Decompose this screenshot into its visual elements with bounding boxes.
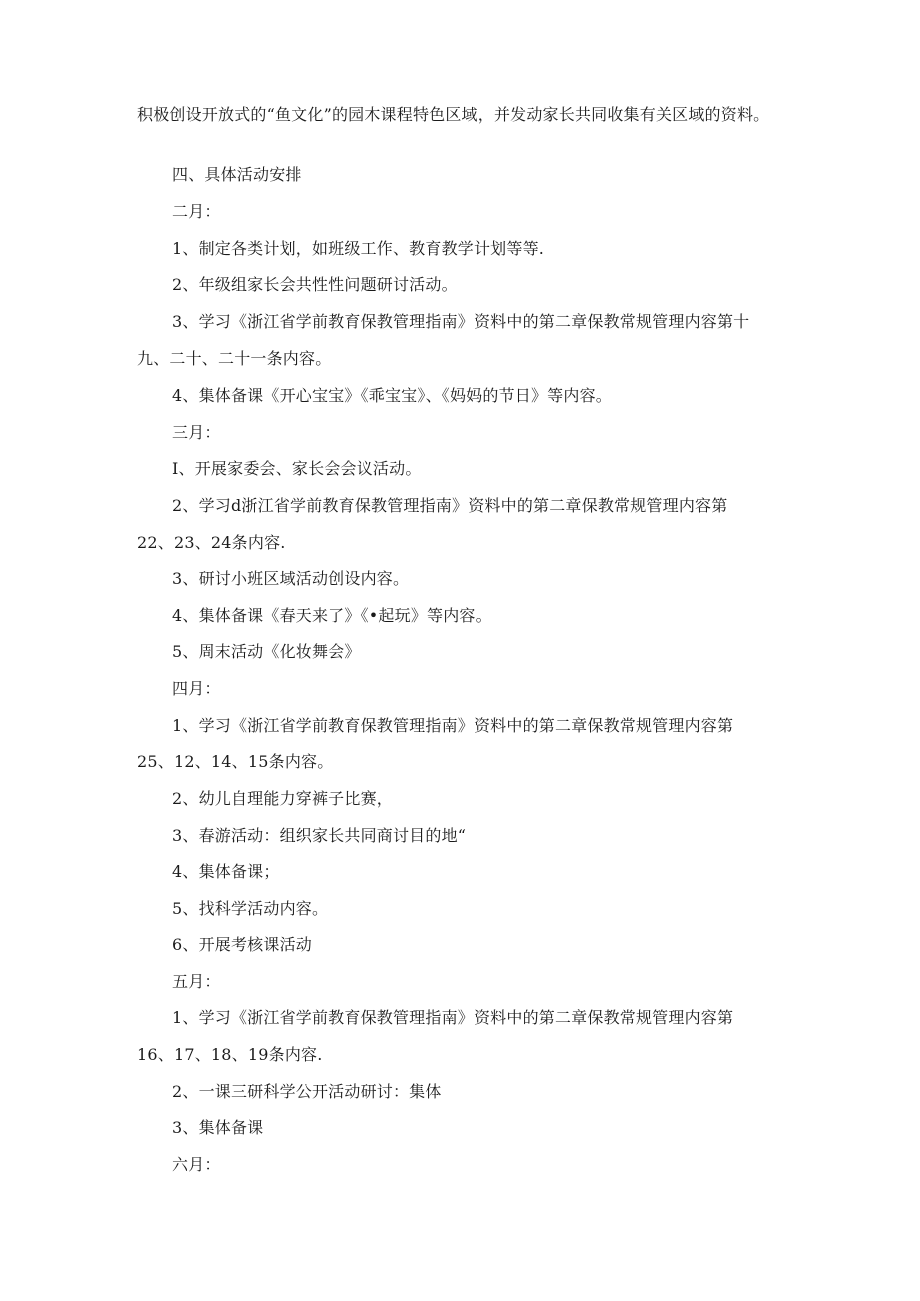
month-heading: 二月： — [172, 202, 221, 221]
list-item: 2、幼儿自理能力穿裤子比赛， — [172, 789, 393, 808]
month-heading: 四月： — [172, 679, 221, 698]
month-heading: 六月： — [172, 1155, 221, 1174]
list-item: 2、一课三研科学公开活动研讨：集体 — [172, 1082, 442, 1101]
month-heading: 五月： — [172, 972, 221, 991]
list-item: 3、春游活动：组织家长共同商讨目的地“ — [172, 826, 467, 845]
list-item: 3、集体备课 — [172, 1118, 264, 1137]
list-item: 1、制定各类计划，如班级工作、教育教学计划等等. — [172, 239, 545, 258]
list-item-continuation: 25、12、14、15条内容。 — [137, 752, 334, 771]
list-item: 5、找科学活动内容。 — [172, 899, 329, 918]
list-item: 1、学习《浙江省学前教育保教管理指南》资料中的第二章保教常规管理内容第 — [172, 716, 734, 735]
list-item: 5、周末活动《化妆舞会》 — [172, 642, 361, 661]
list-item-continuation: 九、二十、二十一条内容。 — [137, 349, 332, 368]
list-item: 2、年级组家长会共性性问题研讨活动。 — [172, 275, 458, 294]
list-item-continuation: 16、17、18、19条内容. — [137, 1045, 323, 1064]
list-item: 4、集体备课《开心宝宝》《乖宝宝》、《妈妈的节日》等内容。 — [172, 386, 612, 405]
list-item: 3、学习《浙江省学前教育保教管理指南》资料中的第二章保教常规管理内容第十 — [172, 312, 750, 331]
list-item: I、开展家委会、家长会会议活动。 — [172, 459, 422, 478]
list-item: 1、学习《浙江省学前教育保教管理指南》资料中的第二章保教常规管理内容第 — [172, 1008, 734, 1027]
list-item: 2、学习d浙江省学前教育保教管理指南》资料中的第二章保教常规管理内容第 — [172, 496, 728, 515]
list-item: 3、研讨小班区域活动创设内容。 — [172, 569, 410, 588]
list-item: 4、集体备课《春天来了》《•起玩》等内容。 — [172, 606, 492, 625]
section-heading: 四、具体活动安排 — [172, 165, 302, 184]
month-heading: 三月： — [172, 423, 221, 442]
list-item: 6、开展考核课活动 — [172, 935, 312, 954]
list-item-continuation: 22、23、24条内容. — [137, 533, 286, 552]
list-item: 4、集体备课； — [172, 862, 280, 881]
intro-paragraph: 积极创设开放式的“鱼文化”的园木课程特色区域，并发动家长共同收集有关区域的资料。 — [137, 105, 770, 124]
